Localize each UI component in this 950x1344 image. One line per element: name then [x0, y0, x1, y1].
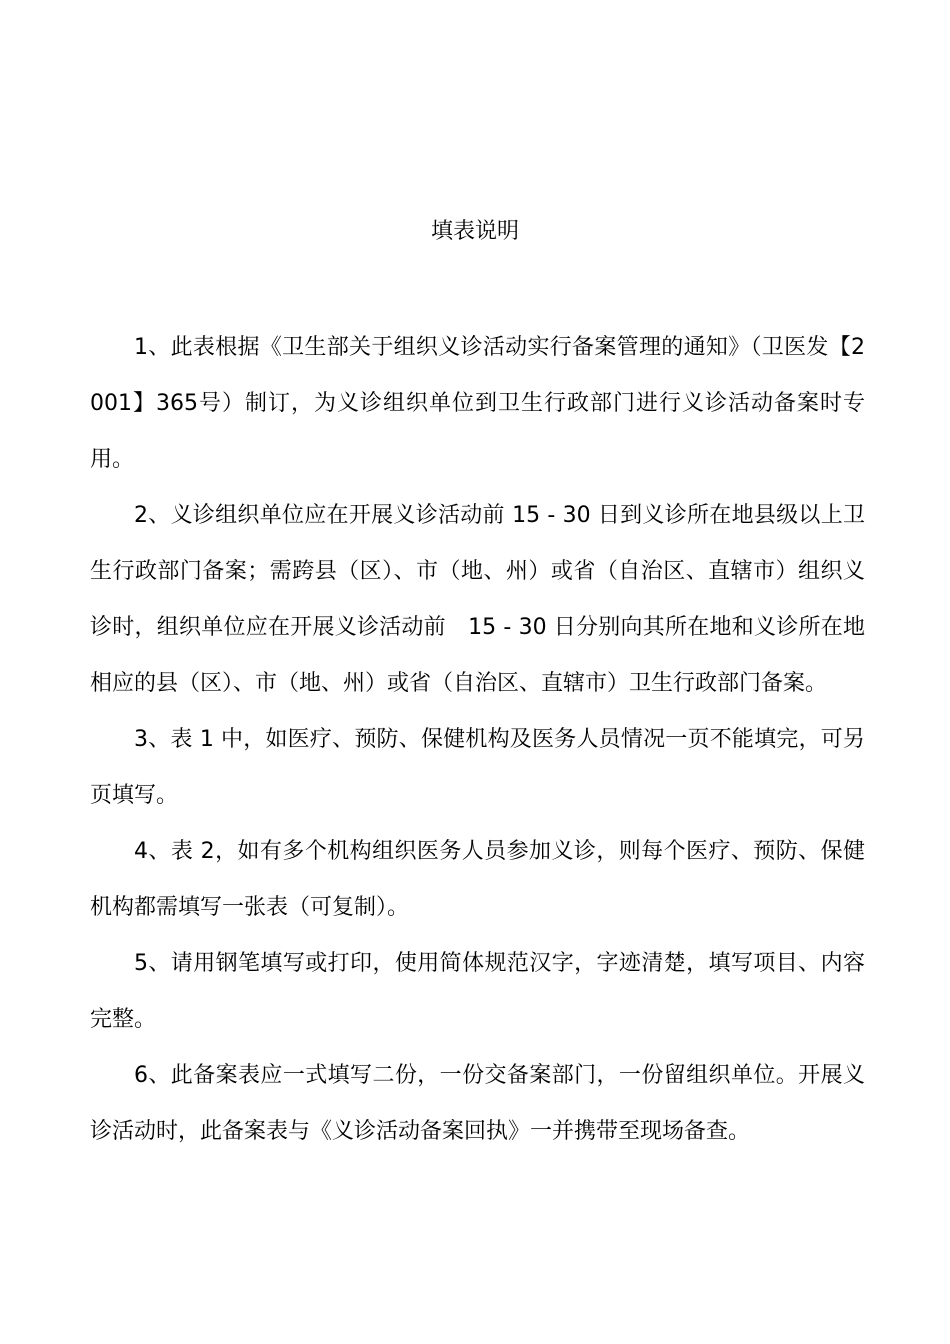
- page-title: 填表说明: [430, 219, 519, 244]
- instruction-paragraph-1: 1、此表根据《卫生部关于组织义诊活动实行备案管理的通知》（卫医发【2001】365号）制订，为义诊组织单位到卫生行政部门进行义诊活动备案时专用。: [90, 335, 865, 472]
- instruction-paragraph-5: 5、请用钢笔填写或打印，使用简体规范汉字，字迹清楚，填写项目、内容完整。: [90, 951, 865, 1032]
- instruction-paragraph-3: 3、表 1 中，如医疗、预防、保健机构及医务人员情况一页不能填完，可另页填写。: [90, 727, 865, 808]
- instruction-paragraph-2: 2、义诊组织单位应在开展义诊活动前 15 - 30 日到义诊所在地县级以上卫生行政部门备案；需跨县（区）、市（地、州）或省（自治区、直辖市）组织义诊时，组织单位应在开展义诊活动前 15 - 30 日分别向其所在地和义诊所在地相应的县（区）、市（地、州）或省（自治区、直辖市）卫生行政部门备案。: [90, 503, 865, 696]
- instruction-paragraph-4: 4、表 2，如有多个机构组织医务人员参加义诊，则每个医疗、预防、保健机构都需填写一张表（可复制）。: [90, 839, 865, 920]
- instruction-paragraph-6: 6、此备案表应一式填写二份，一份交备案部门，一份留组织单位。开展义诊活动时，此备案表与《义诊活动备案回执》一并携带至现场备查。: [90, 1063, 865, 1144]
- instructions-body: [90, 320, 865, 1160]
